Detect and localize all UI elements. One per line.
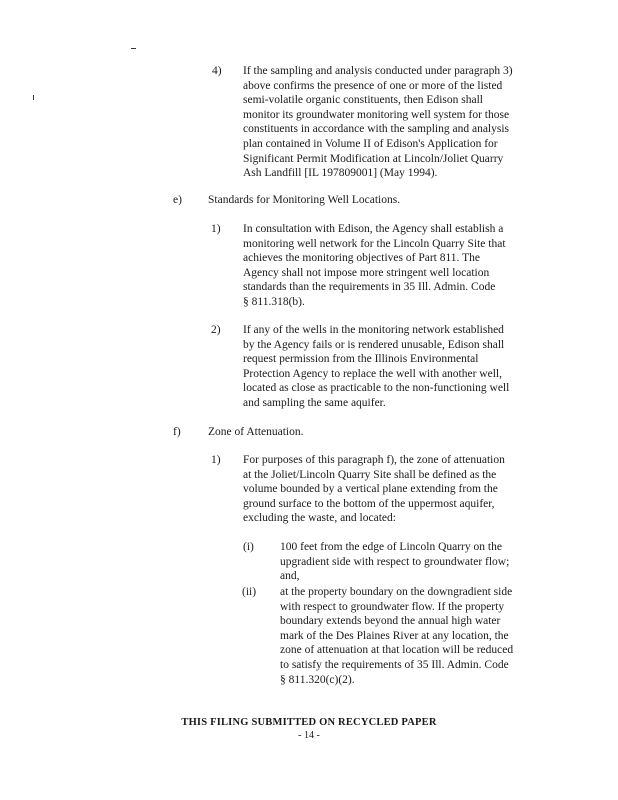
subitem-ii-paragraph xyxy=(280,585,513,687)
subitem-marker: (ii) xyxy=(242,586,257,598)
text-line: volume bounded by a vertical plane extending from the xyxy=(243,483,498,496)
text-line: Agency shall not impose more stringent well location xyxy=(243,266,490,279)
footer-recycled-paper-note: THIS FILING SUBMITTED ON RECYCLED PAPER xyxy=(181,717,437,728)
text-line: ground surface to the bottom of the uppermost aquifer, xyxy=(243,497,495,510)
text-line: If the sampling and analysis conducted under paragraph 3) xyxy=(243,65,513,77)
text-line: 100 feet from the edge of Lincoln Quarry on the xyxy=(280,541,502,553)
item-marker: 1) xyxy=(211,454,221,466)
text-line: achieves the monitoring objectives of Part 811. The xyxy=(243,252,480,265)
item-marker: 4) xyxy=(212,65,222,77)
text-line: Significant Permit Modification at Lincoln/Joliet Quarry xyxy=(243,152,504,165)
text-line: at the property boundary on the downgradient side xyxy=(280,586,513,598)
text-line: monitoring well network for the Lincoln Quarry Site that xyxy=(243,237,506,250)
section-f-item-1-paragraph xyxy=(243,453,505,526)
text-line: plan contained in Volume II of Edison's Application for xyxy=(243,137,498,150)
text-line: Ash Landfill [IL 197809001] (May 1994). xyxy=(243,167,438,180)
scan-speck xyxy=(131,48,136,49)
text-line: by the Agency fails or is rendered unusable, Edison shall xyxy=(243,338,505,351)
text-line: If any of the wells in the monitoring network established xyxy=(243,324,504,336)
text-line: excluding the waste, and located: xyxy=(243,512,396,525)
text-line: standards than the requirements in 35 Ill. Admin. Code xyxy=(243,281,496,294)
section-e-item-2-paragraph xyxy=(243,323,509,411)
scan-speck xyxy=(33,95,34,100)
text-line: upgradient side with respect to groundwater flow; xyxy=(280,555,510,568)
text-line: and, xyxy=(280,570,300,583)
text-line: § 811.318(b). xyxy=(243,295,305,308)
section-f-marker: f) xyxy=(173,426,181,438)
text-line: above confirms the presence of one or more of the listed xyxy=(243,79,503,92)
item-marker: 1) xyxy=(211,223,221,235)
section-e-heading: Standards for Monitoring Well Locations. xyxy=(208,194,401,206)
page-number: - 14 - xyxy=(298,730,320,741)
text-line: located as close as practicable to the non-functioning well xyxy=(243,382,510,395)
text-line: In consultation with Edison, the Agency shall establish a xyxy=(243,223,504,235)
text-line: constituents in accordance with the sampling and analysis xyxy=(243,123,510,136)
text-line: monitor its groundwater monitoring well system for those xyxy=(243,108,510,121)
text-line: to satisfy the requirements of 35 Ill. Admin. Code xyxy=(280,658,509,671)
item-4-paragraph xyxy=(243,64,513,181)
text-line: For purposes of this paragraph f), the zone of attenuation xyxy=(243,454,505,466)
item-marker: 2) xyxy=(211,324,221,336)
section-f-heading: Zone of Attenuation. xyxy=(208,426,304,438)
subitem-marker: (i) xyxy=(243,541,254,553)
section-e-item-1-paragraph xyxy=(243,222,506,310)
text-line: request permission from the Illinois Environmental xyxy=(243,353,479,366)
text-line: Protection Agency to replace the well with another well, xyxy=(243,367,502,380)
text-line: § 811.320(c)(2). xyxy=(280,673,355,686)
text-line: zone of attenuation at that location will be reduced xyxy=(280,644,514,657)
text-line: at the Joliet/Lincoln Quarry Site shall be defined as the xyxy=(243,468,497,481)
text-line: mark of the Des Plaines River at any location, the xyxy=(280,629,509,642)
section-e-marker: e) xyxy=(173,194,182,206)
text-line: and sampling the same aquifer. xyxy=(243,396,386,409)
subitem-i-paragraph xyxy=(280,540,509,584)
text-line: boundary extends beyond the annual high water xyxy=(280,615,501,628)
text-line: with respect to groundwater flow. If the property xyxy=(280,600,505,613)
text-line: semi-volatile organic constituents, then Edison shall xyxy=(243,94,483,107)
